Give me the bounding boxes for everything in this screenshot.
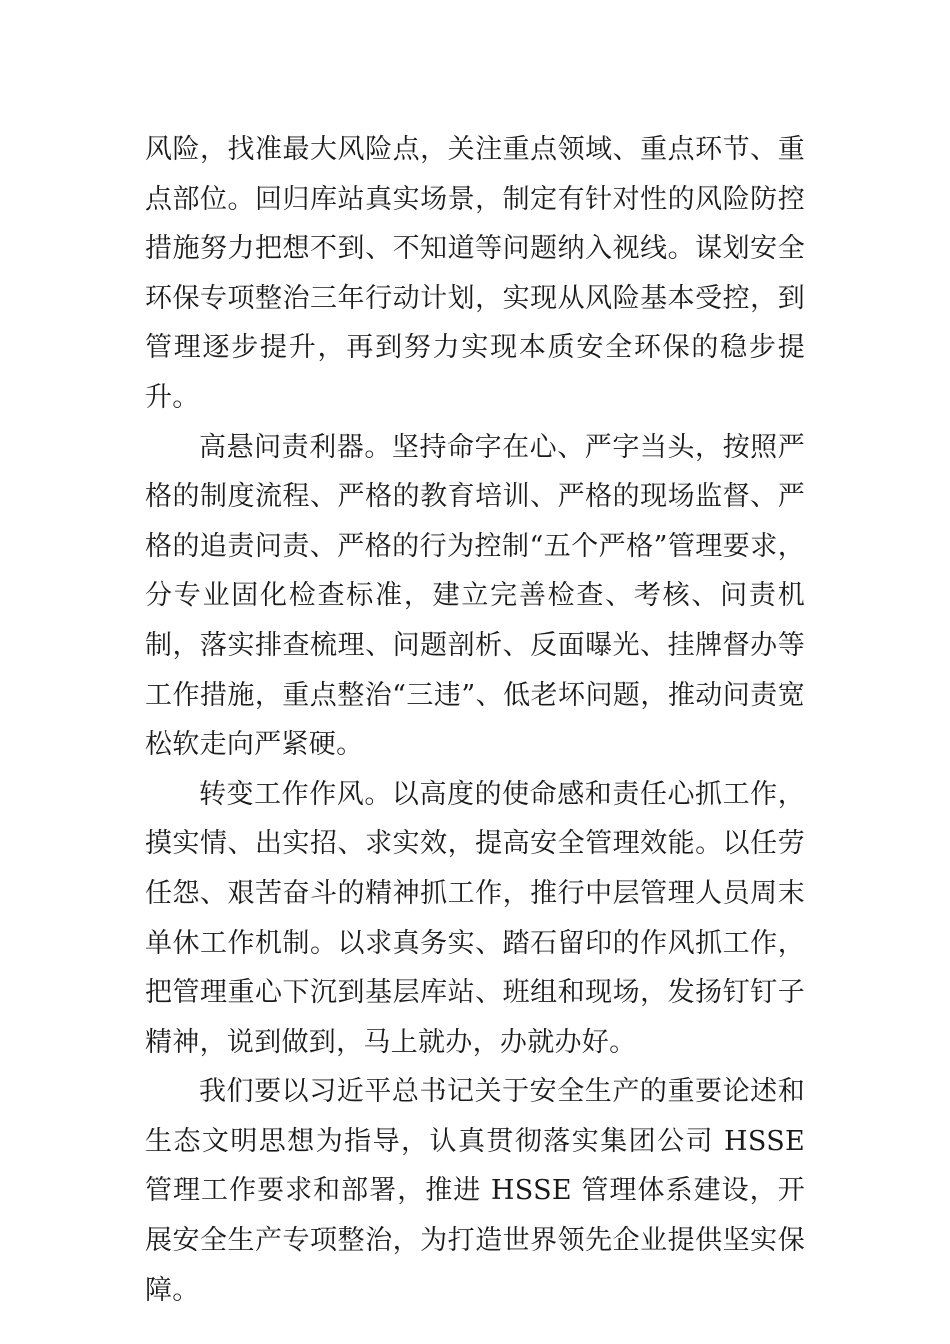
paragraph-conclusion: 我们要以习近平总书记关于安全生产的重要论述和生态文明思想为指导，认真贯彻落实集团公司 HSSE 管理工作要求和部署，推进 HSSE 管理体系建设，开展安全生产专项整治，为打造世界领先企业提供坚实保障。	[145, 1076, 805, 1306]
paragraph-continued: 风险，找准最大风险点，关注重点领域、重点环节、重点部位。回归库站真实场景，制定有针对性的风险防控措施努力把想不到、不知道等问题纳入视线。谋划安全环保专项整治三年行动计划，实现从风险基本受控，到管理逐步提升，再到努力实现本质安全环保的稳步提升。	[145, 134, 805, 413]
document-body	[145, 125, 805, 1315]
paragraph-accountability: 高悬问责利器。坚持命字在心、严字当头，按照严格的制度流程、严格的教育培训、严格的现场监督、严格的追责问责、严格的行为控制“五个严格”管理要求，分专业固化检查标准，建立完善检查、考核、问责机制，落实排查梳理、问题剖析、反面曝光、挂牌督办等工作措施，重点整治“三违”、低老坏问题，推动问责宽松软走向严紧硬。	[145, 431, 805, 761]
paragraph-work-style: 转变工作作风。以高度的使命感和责任心抓工作，摸实情、出实招、求实效，提高安全管理效能。以任劳任怨、艰苦奋斗的精神抓工作，推行中层管理人员周末单休工作机制。以求真务实、踏石留印的作风抓工作，把管理重心下沉到基层库站、班组和现场，发扬钉钉子精神，说到做到，马上就办，办就办好。	[145, 778, 805, 1058]
